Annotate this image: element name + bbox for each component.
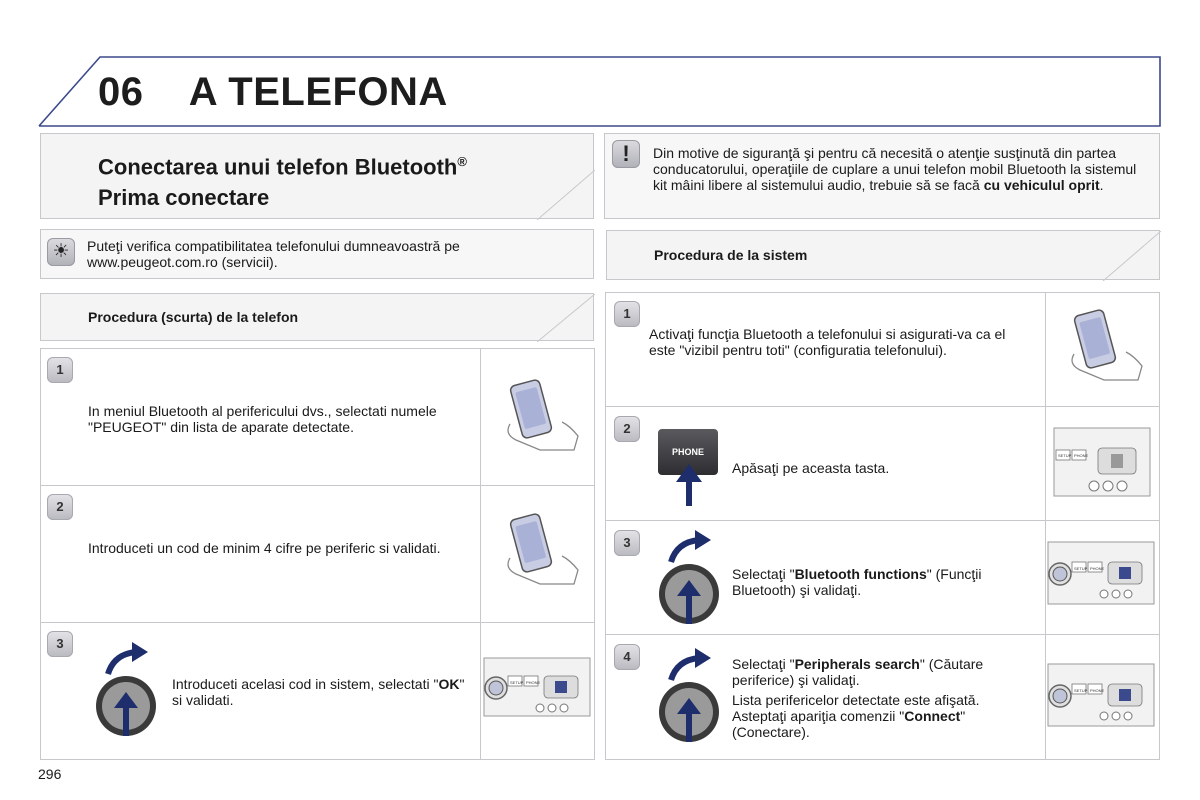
radio-unit-icon [1046, 660, 1156, 730]
step-text: Apăsaţi pe aceasta tasta. [732, 460, 890, 476]
radio-label-phone: PHONE [1074, 453, 1089, 458]
sun-icon: ☀ [47, 238, 75, 266]
arrow-up-icon [674, 462, 704, 506]
phone-in-hand-icon [500, 510, 580, 586]
step-text-part: Introduceti acelasi cod in sistem, selectati " [172, 676, 439, 692]
step-text-part: " (Funcţii Bluetooth) şi validaţi. [732, 566, 982, 598]
step-text [732, 566, 1032, 598]
tip-text: Puteţi verifica compatibilitatea telefonului dumneavoastră pe www.peugeot.com.ro (servicii). [87, 238, 460, 270]
radio-unit-icon [482, 654, 592, 720]
warning-text [653, 145, 1153, 193]
step-badge: 3 [614, 530, 640, 556]
step-text-part: Selectaţi " [732, 656, 795, 672]
rotary-knob-icon [655, 646, 725, 746]
chapter-number: 06 [98, 70, 144, 114]
step-text-part: Selectaţi " [732, 566, 795, 582]
radio-label-phone: PHONE [1090, 688, 1105, 693]
step-text-part: " si validati. [172, 676, 465, 708]
rotary-knob-icon [92, 640, 162, 740]
step-text-bold: Connect [904, 708, 961, 724]
radio-label-setup: SETUP [510, 680, 524, 685]
rotary-knob-icon [655, 528, 725, 628]
divider [605, 520, 1160, 521]
phone-in-hand-icon [1064, 306, 1144, 382]
left-heading: Procedura (scurta) de la telefon [88, 309, 299, 325]
step-badge: 1 [614, 301, 640, 327]
divider [605, 406, 1160, 407]
step-text-bold: Peripherals search [794, 656, 920, 672]
step-text [732, 656, 1032, 740]
step-badge: 4 [614, 644, 640, 670]
phone-key-button: PHONE [658, 429, 718, 475]
radio-unit-icon [1046, 538, 1156, 608]
chapter-title [98, 70, 448, 115]
step-badge: 2 [47, 494, 73, 520]
radio-label-setup: SETUP [1058, 453, 1072, 458]
step-text: Activaţi funcţia Bluetooth a telefonului si asigurati-va ca el este "vizibil pentru toti" (configuratia telefonului). [649, 326, 1006, 358]
step-text-bold: Bluetooth functions [794, 566, 927, 582]
corner-cut-decoration [537, 294, 595, 342]
radio-label-phone: PHONE [1090, 566, 1105, 571]
section-title [98, 146, 467, 213]
chapter-name: A TELEFONA [188, 70, 448, 114]
step-text-part: Lista perifericelor detectate este afişată. Asteptaţi apariţia comenzii " [732, 692, 980, 724]
corner-cut-decoration [1103, 231, 1161, 281]
step-badge: 3 [47, 631, 73, 657]
step-badge: 2 [614, 416, 640, 442]
divider [480, 348, 481, 760]
radio-label-setup: SETUP [1074, 566, 1088, 571]
step-badge: 1 [47, 357, 73, 383]
section-title-line1: Conectarea unui telefon Bluetooth [98, 154, 458, 180]
divider [605, 634, 1160, 635]
step-text-part: " (Conectare). [732, 708, 966, 740]
radio-label-setup: SETUP [1074, 688, 1088, 693]
step-text: In meniul Bluetooth al perifericului dvs., selectati numele "PEUGEOT" din lista de aparate detectate. [88, 403, 437, 435]
page-number: 296 [38, 766, 62, 782]
radio-unit-icon [1052, 424, 1152, 500]
corner-cut-decoration [537, 170, 595, 220]
exclamation-icon: ! [612, 140, 640, 168]
registered-mark: ® [457, 154, 467, 169]
warning-text-end: . [1099, 177, 1104, 193]
right-heading: Procedura de la sistem [654, 247, 808, 263]
warning-text-bold: cu vehiculul oprit [983, 177, 1100, 193]
radio-label-phone: PHONE [526, 680, 541, 685]
phone-in-hand-icon [500, 376, 580, 452]
divider [40, 485, 595, 486]
divider [40, 622, 595, 623]
step-text-bold: OK [438, 676, 460, 692]
step-text: Introduceti un cod de minim 4 cifre pe periferic si validati. [88, 540, 441, 556]
warning-text-main: Din motive de siguranţă şi pentru că necesită o atenţie susţinută din partea conducatorului, operaţiile de cuplare a unui telefon mobil Bluetooth la sistemul kit mâini libere al sistemului audio, trebuie să se facă [653, 145, 1137, 193]
step-text [172, 676, 472, 708]
section-title-line2: Prima conectare [98, 185, 270, 211]
step-text-part: " (Căutare periferice) şi validaţi. [732, 656, 984, 688]
